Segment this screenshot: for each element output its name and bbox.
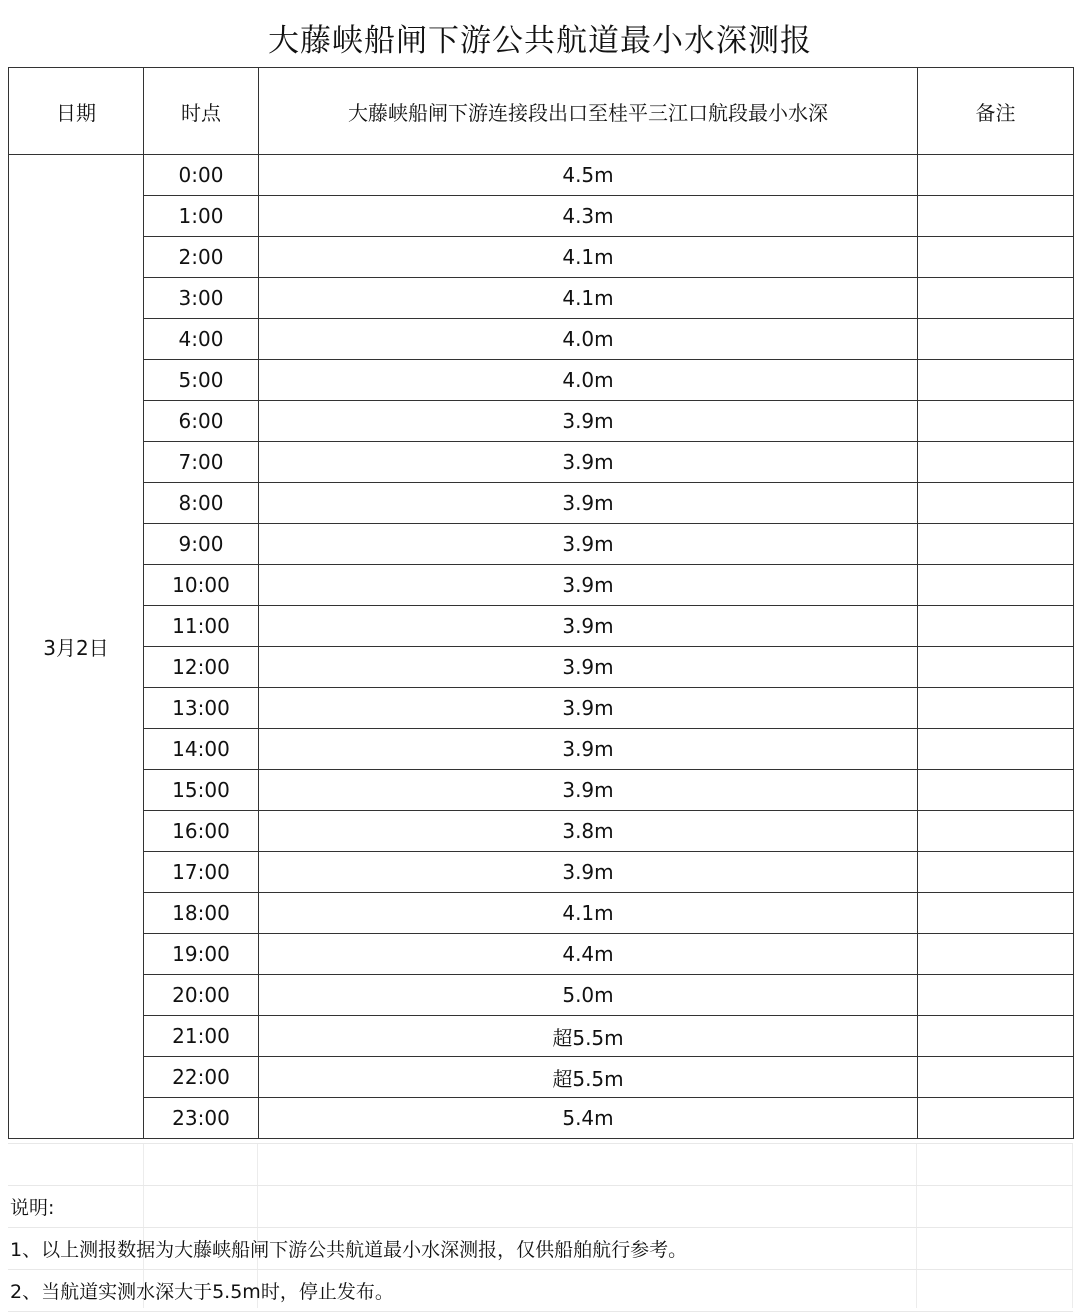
date-cell: 3月2日 — [9, 155, 144, 1139]
table-row — [9, 401, 1074, 442]
table-row — [9, 770, 1074, 811]
depth-cell: 3.9m — [259, 770, 918, 811]
remark-cell — [918, 360, 1074, 401]
time-cell: 22:00 — [144, 1057, 259, 1098]
depth-cell: 4.5m — [259, 155, 918, 196]
remark-cell — [918, 155, 1074, 196]
depth-cell: 5.0m — [259, 975, 918, 1016]
depth-cell: 超5.5m — [259, 1016, 918, 1057]
time-cell: 1:00 — [144, 196, 259, 237]
table-row — [9, 196, 1074, 237]
depth-cell: 3.9m — [259, 483, 918, 524]
depth-cell: 3.9m — [259, 442, 918, 483]
table-row — [9, 811, 1074, 852]
depth-cell: 4.1m — [259, 893, 918, 934]
depth-cell: 超5.5m — [259, 1057, 918, 1098]
notes-heading: 说明: — [8, 1186, 1073, 1228]
remark-cell — [918, 1057, 1074, 1098]
depth-cell: 3.9m — [259, 852, 918, 893]
time-cell: 21:00 — [144, 1016, 259, 1057]
remark-cell — [918, 319, 1074, 360]
table-row — [9, 360, 1074, 401]
remark-cell — [918, 401, 1074, 442]
table-row — [9, 1016, 1074, 1057]
header-remarks: 备注 — [918, 68, 1074, 155]
time-cell: 14:00 — [144, 729, 259, 770]
depth-cell: 3.9m — [259, 565, 918, 606]
depth-cell: 4.0m — [259, 360, 918, 401]
time-cell: 0:00 — [144, 155, 259, 196]
table-row — [9, 155, 1074, 196]
time-cell: 15:00 — [144, 770, 259, 811]
time-cell: 16:00 — [144, 811, 259, 852]
remark-cell — [918, 237, 1074, 278]
remark-cell — [918, 565, 1074, 606]
remark-cell — [918, 1098, 1074, 1139]
table-row — [9, 647, 1074, 688]
remark-cell — [918, 278, 1074, 319]
remark-cell — [918, 647, 1074, 688]
remark-cell — [918, 688, 1074, 729]
time-cell: 12:00 — [144, 647, 259, 688]
time-cell: 10:00 — [144, 565, 259, 606]
table-row — [9, 852, 1074, 893]
table-row — [9, 524, 1074, 565]
depth-cell: 4.0m — [259, 319, 918, 360]
remark-cell — [918, 975, 1074, 1016]
remark-cell — [918, 1016, 1074, 1057]
time-cell: 13:00 — [144, 688, 259, 729]
remark-cell — [918, 852, 1074, 893]
table-row — [9, 893, 1074, 934]
depth-cell: 4.1m — [259, 278, 918, 319]
table-row — [9, 688, 1074, 729]
table-row — [9, 237, 1074, 278]
table-row — [9, 319, 1074, 360]
table-row — [9, 1057, 1074, 1098]
depth-cell: 3.9m — [259, 524, 918, 565]
note-item-1: 1、以上测报数据为大藤峡船闸下游公共航道最小水深测报，仅供船舶航行参考。 — [8, 1228, 1073, 1270]
time-cell: 11:00 — [144, 606, 259, 647]
time-cell: 7:00 — [144, 442, 259, 483]
remark-cell — [918, 196, 1074, 237]
note-item-2: 2、当航道实测水深大于5.5m时，停止发布。 — [8, 1270, 1073, 1312]
time-cell: 20:00 — [144, 975, 259, 1016]
header-date: 日期 — [9, 68, 144, 155]
time-cell: 3:00 — [144, 278, 259, 319]
depth-table — [8, 67, 1074, 1139]
header-depth: 大藤峡船闸下游连接段出口至桂平三江口航段最小水深 — [259, 68, 918, 155]
remark-cell — [918, 483, 1074, 524]
remark-cell — [918, 770, 1074, 811]
depth-cell: 4.1m — [259, 237, 918, 278]
time-cell: 18:00 — [144, 893, 259, 934]
report-title: 大藤峡船闸下游公共航道最小水深测报 — [268, 22, 812, 59]
header-time: 时点 — [144, 68, 259, 155]
remark-cell — [918, 811, 1074, 852]
depth-cell: 5.4m — [259, 1098, 918, 1139]
depth-cell: 3.9m — [259, 401, 918, 442]
time-cell: 5:00 — [144, 360, 259, 401]
time-cell: 17:00 — [144, 852, 259, 893]
remark-cell — [918, 893, 1074, 934]
notes-section — [8, 1143, 1073, 1312]
table-row — [9, 442, 1074, 483]
time-cell: 4:00 — [144, 319, 259, 360]
notes-spacer — [8, 1143, 1073, 1186]
remark-cell — [918, 606, 1074, 647]
table-row — [9, 483, 1074, 524]
time-cell: 2:00 — [144, 237, 259, 278]
remark-cell — [918, 729, 1074, 770]
depth-cell: 3.9m — [259, 688, 918, 729]
table-row — [9, 606, 1074, 647]
time-cell: 9:00 — [144, 524, 259, 565]
depth-cell: 3.8m — [259, 811, 918, 852]
table-row — [9, 729, 1074, 770]
depth-cell: 3.9m — [259, 606, 918, 647]
table-row — [9, 934, 1074, 975]
remark-cell — [918, 524, 1074, 565]
depth-cell: 3.9m — [259, 647, 918, 688]
table-row — [9, 1098, 1074, 1139]
depth-cell: 3.9m — [259, 729, 918, 770]
table-row — [9, 278, 1074, 319]
table-header-row — [9, 68, 1074, 155]
remark-cell — [918, 442, 1074, 483]
table-row — [9, 565, 1074, 606]
time-cell: 19:00 — [144, 934, 259, 975]
depth-cell: 4.4m — [259, 934, 918, 975]
table-row — [9, 975, 1074, 1016]
depth-cell: 4.3m — [259, 196, 918, 237]
time-cell: 23:00 — [144, 1098, 259, 1139]
time-cell: 8:00 — [144, 483, 259, 524]
remark-cell — [918, 934, 1074, 975]
time-cell: 6:00 — [144, 401, 259, 442]
